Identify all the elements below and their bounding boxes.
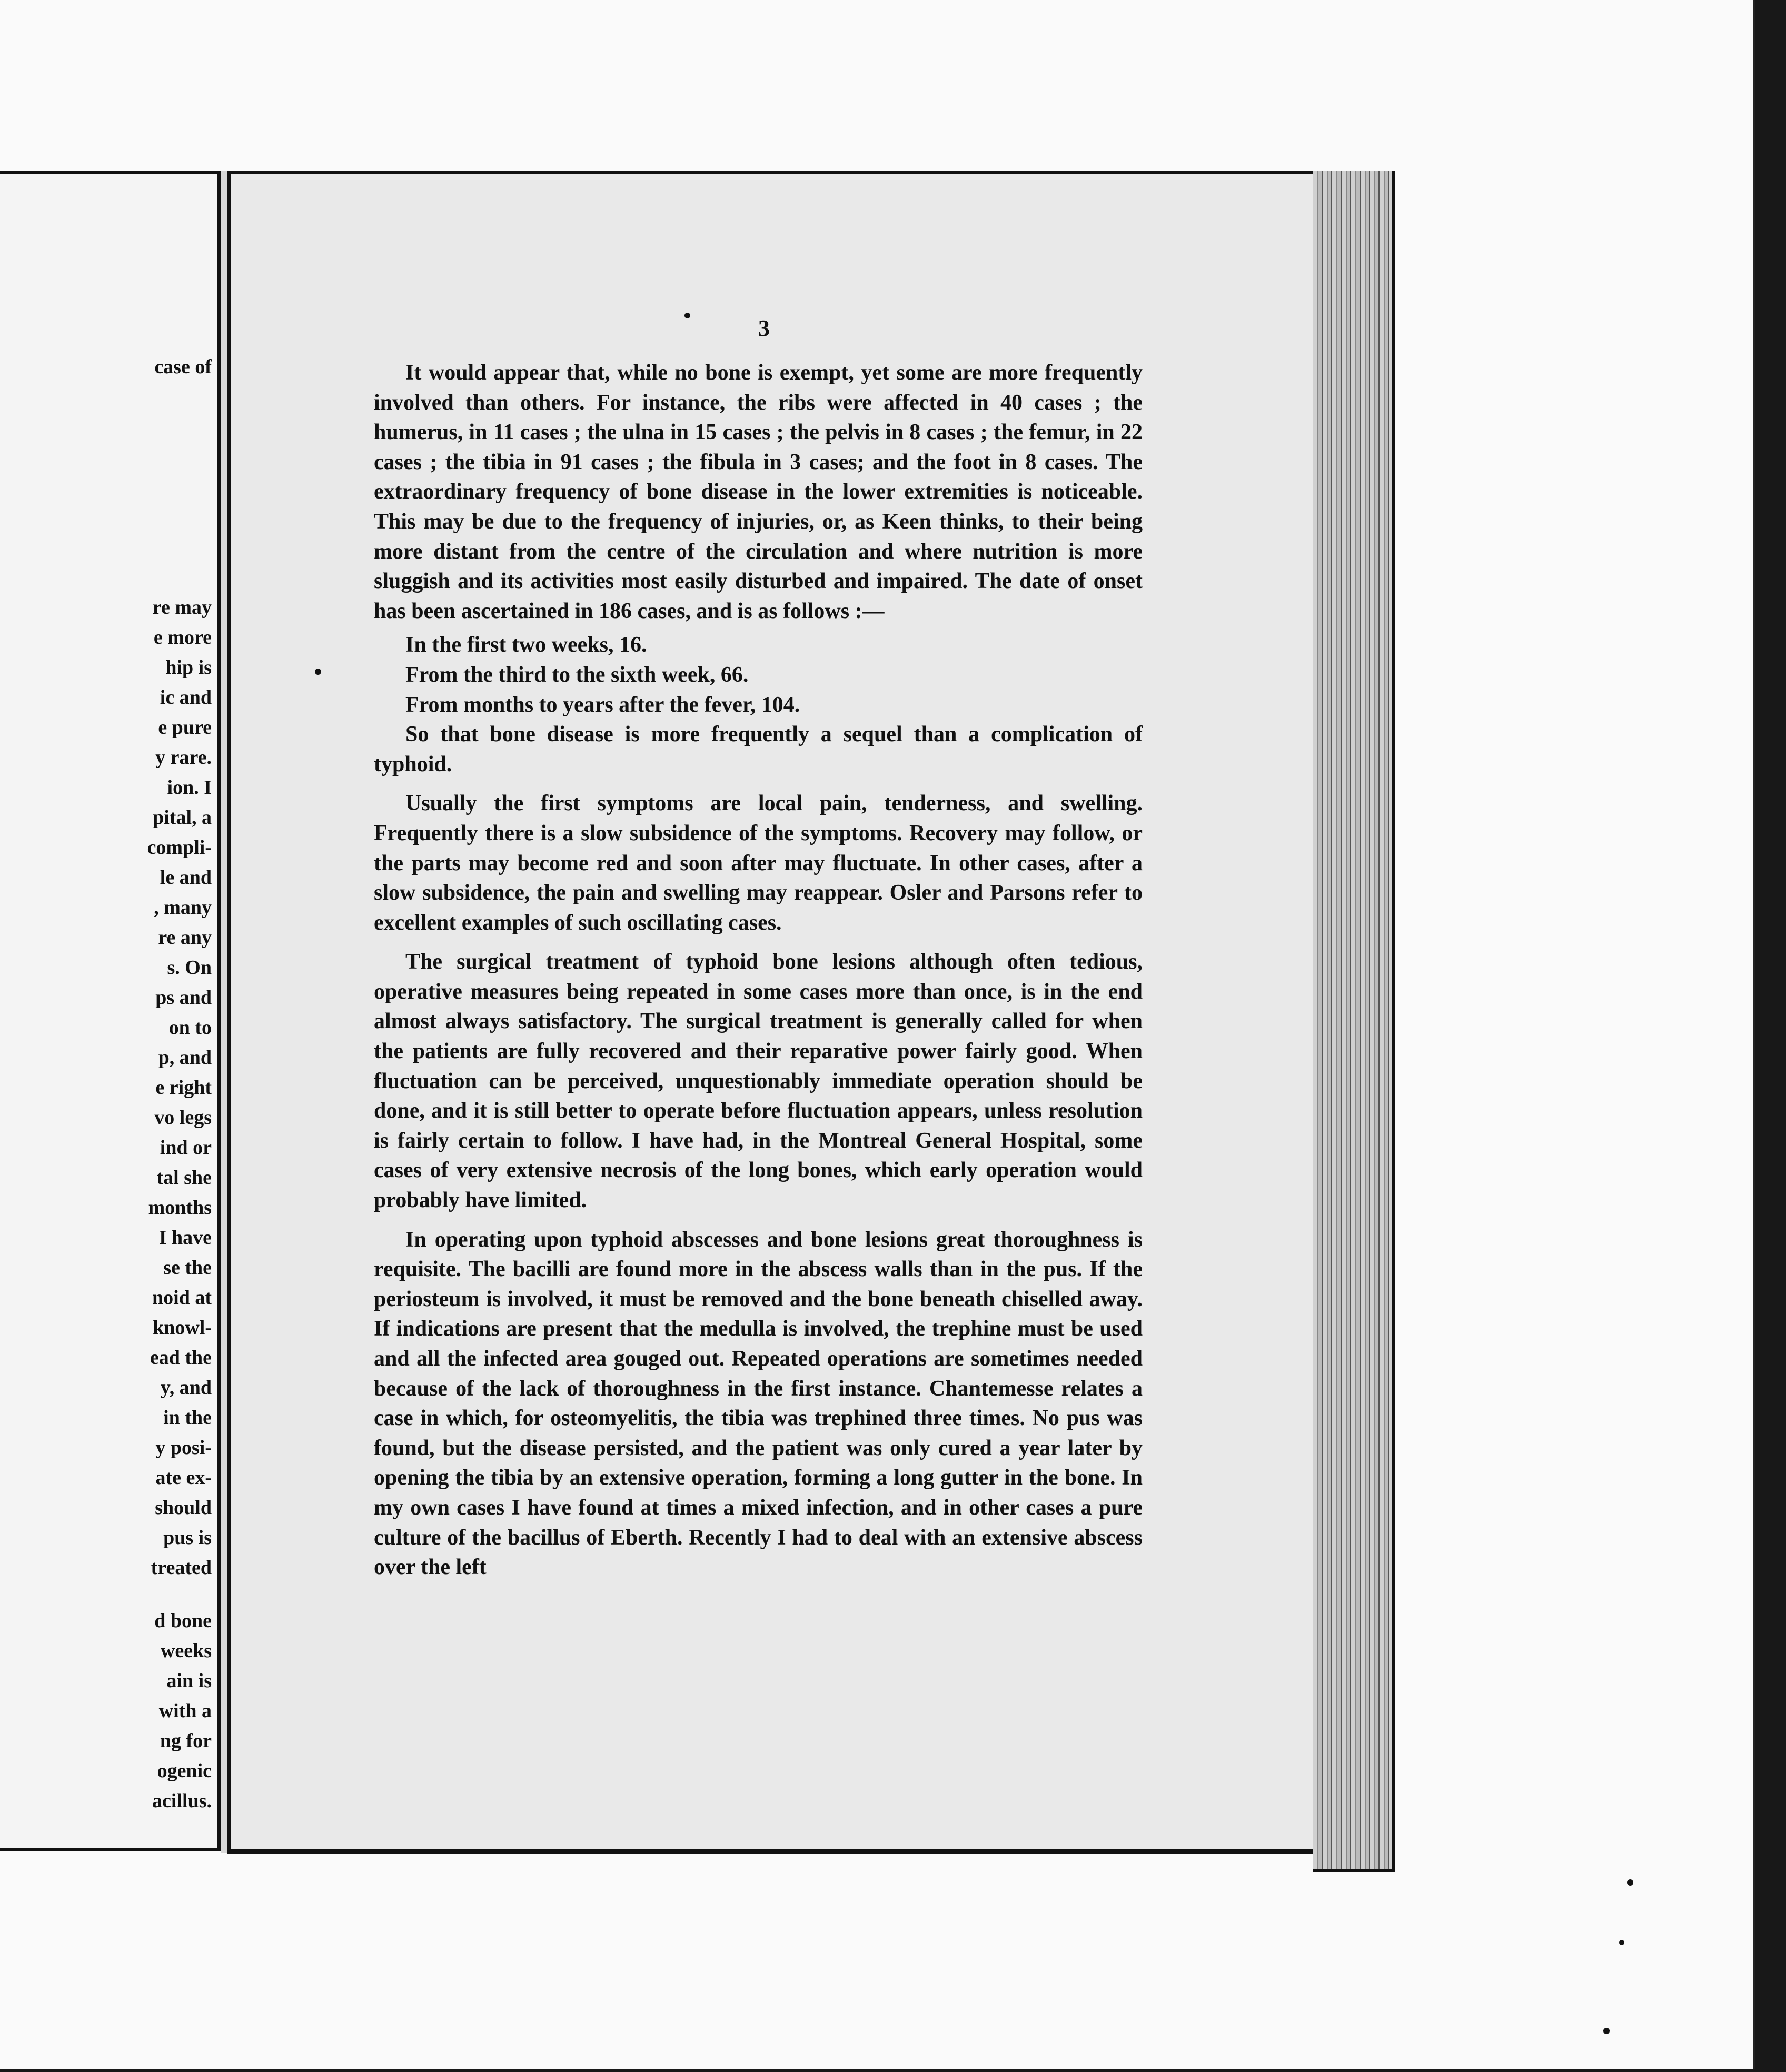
left-fragment: acillus. — [152, 1790, 212, 1812]
left-fragment: ead the — [150, 1347, 212, 1369]
left-fragment: le and — [160, 866, 212, 889]
paragraph-symptoms: Usually the first symptoms are local pain, tenderness, and swelling. Frequently there is a slow subsidence of the symptoms. Recovery may follow, or the parts may become red and soon after may fluctuate. In other cases, after a slow subsidence, the pain and swelling may reappear. Osler and Parsons refer to excellent examples of such oscillating cases. — [374, 791, 1143, 935]
left-fragment: months — [148, 1197, 212, 1219]
left-fragment: ps and — [155, 987, 212, 1009]
left-fragment: vo legs — [154, 1107, 212, 1129]
page-number: 3 — [758, 315, 770, 341]
left-fragment: , many — [154, 896, 212, 919]
left-fragment: ain is — [166, 1670, 212, 1692]
speck-mark — [684, 313, 690, 318]
left-fragment: I have — [158, 1227, 212, 1249]
left-fragment: should — [155, 1497, 212, 1519]
left-fragment: ng for — [160, 1730, 212, 1752]
left-fragment: re may — [152, 596, 212, 619]
left-fragment: in the — [163, 1407, 212, 1429]
left-fragment: y rare. — [155, 746, 212, 769]
left-fragment: y posi- — [155, 1437, 212, 1459]
left-fragment: treated — [151, 1557, 212, 1579]
left-fragment: on to — [168, 1017, 212, 1039]
left-fragment: knowl- — [153, 1317, 212, 1339]
speck-mark — [1619, 1940, 1624, 1945]
left-fragment: p, and — [158, 1047, 212, 1069]
left-fragment: e more — [153, 626, 212, 649]
speck-mark — [1627, 1879, 1633, 1886]
page-body — [374, 358, 1143, 1582]
left-fragment: case of — [154, 356, 212, 378]
left-fragment: hip is — [165, 656, 212, 679]
paragraph-surgical-treatment: The surgical treatment of typhoid bone lesions although often tedious, operative measures being repeated in some cases more than once, is in the end almost always satisfactory. The surgical treatment is generally called for when the patients are fully recovered and their reparative power fairly good. When fluctuation can be perceived, unquestionably immediate operation should be done, and it is still better to operate before fluctuation appears, unless resolution is fairly certain to follow. I have had, in the Montreal General Hospital, some cases of very extensive necrosis of the long bones, which early operation would probably have limited. — [374, 950, 1143, 1213]
left-fragment: ogenic — [157, 1760, 212, 1782]
book-gutter — [221, 171, 227, 1853]
left-fragment: noid at — [152, 1287, 212, 1309]
left-fragment: ic and — [160, 686, 212, 709]
page-edge-stack — [1313, 171, 1395, 1872]
left-fragment: ate ex- — [155, 1467, 212, 1489]
paragraph-operating: In operating upon typhoid abscesses and bone lesions great thoroughness is requisite. The bacilli are found more in the abscess walls than in the pus. If the periosteum is involved, it must be removed and the bone beneath chiselled away. If indications are present that the medulla is involved, the trephine must be used and all the infected area gouged out. Repeated operations are sometimes needed because of the lack of thoroughness in the first instance. Chantemesse relates a case in which, for osteomyelitis, the tibia was trephined three times. No pus was found, but the disease persisted, and the patient was only cured a year later by opening the tibia by an extensive operation, forming a long gutter in the bone. In my own cases I have found at times a mixed infection, and in other cases a pure culture of the bacillus of Eberth. Recently I had to deal with an extensive abscess over the left — [374, 1227, 1143, 1580]
onset-list-item: From the third to the sixth week, 66. — [405, 662, 749, 687]
left-fragment: y, and — [160, 1377, 212, 1399]
left-fragment: pital, a — [153, 806, 212, 829]
left-fragment: pus is — [163, 1527, 212, 1549]
left-fragment: weeks — [160, 1640, 212, 1662]
left-fragment: s. On — [167, 957, 212, 979]
left-fragment: d bone — [154, 1610, 212, 1632]
left-fragment: tal she — [156, 1167, 212, 1189]
left-fragment: with a — [158, 1700, 212, 1722]
left-fragment: compli- — [147, 836, 212, 859]
left-fragment: e right — [155, 1077, 212, 1099]
paragraph-sequel: So that bone disease is more frequently a sequel than a complication of typhoid. — [374, 722, 1143, 776]
left-fragment: ion. I — [167, 776, 212, 799]
onset-list-item: In the first two weeks, 16. — [405, 633, 647, 658]
paragraph-bone-frequency: It would appear that, while no bone is exempt, yet some are more frequently involved than others. For instance, the ribs were affected in 40 cases ; the humerus, in 11 cases ; the ulna in 15 cases ; the pelvis in 8 cases ; the femur, in 22 cases ; the tibia in 91 cases ; the fibula in 3 cases; and the foot in 8 cases. The extraordinary frequency of bone disease in the lower extremities is noticeable. This may be due to the frequency of injuries, or, as Keen thinks, to their being more distant from the centre of the circulation and where nutrition is more sluggish and its activities most easily disturbed and impaired. The date of onset has been ascertained in 186 cases, and is as follows :— — [374, 361, 1143, 623]
left-fragment: e pure — [158, 716, 212, 739]
left-fragment: ind or — [160, 1137, 212, 1159]
speck-mark — [1603, 2028, 1610, 2034]
facing-page-left — [0, 171, 221, 1851]
onset-list-item: From months to years after the fever, 104. — [405, 692, 800, 717]
left-fragment: se the — [163, 1257, 212, 1279]
speck-mark — [315, 669, 321, 675]
left-fragment: re any — [158, 927, 212, 949]
